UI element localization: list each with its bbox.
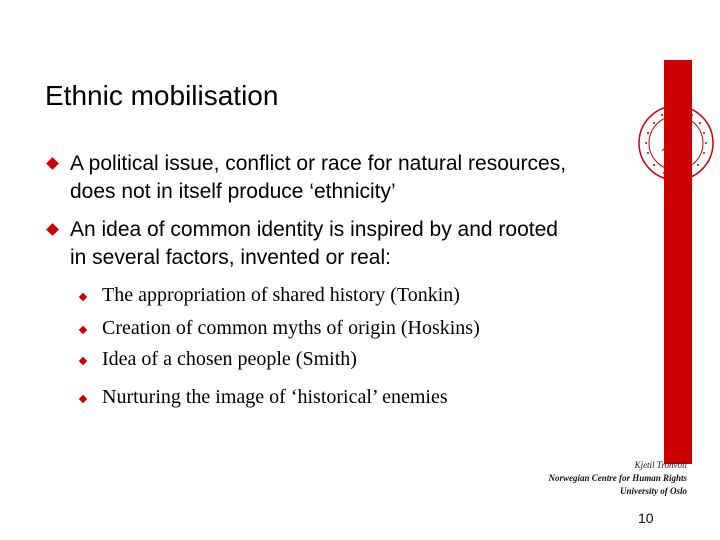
red-diamond-bullet-icon bbox=[79, 395, 87, 403]
author-name: Kjetil Tronvoll bbox=[634, 460, 687, 470]
red-diamond-bullet-icon bbox=[46, 223, 59, 236]
bullet-line: An idea of common identity is inspired by and rooted bbox=[70, 218, 558, 241]
sub-bullet-item: Nurturing the image of ‘historical’ enemies bbox=[102, 386, 448, 408]
institution-name: Norwegian Centre for Human Rights bbox=[548, 473, 687, 483]
author-credit bbox=[548, 459, 687, 498]
bullet-line: A political issue, conflict or race for natural resources, bbox=[70, 152, 567, 175]
bullet-item-2 bbox=[70, 216, 660, 272]
bullet-item-1 bbox=[70, 150, 660, 206]
red-diamond-bullet-icon bbox=[46, 157, 59, 170]
slide-title: Ethnic mobilisation bbox=[45, 80, 279, 111]
red-diamond-bullet-icon bbox=[79, 293, 87, 301]
bullet-line: does not in itself produce ‘ethnicity’ bbox=[70, 180, 396, 203]
red-diamond-bullet-icon bbox=[79, 326, 87, 334]
red-diamond-bullet-icon bbox=[79, 357, 87, 365]
sub-bullet-item: Creation of common myths of origin (Hoskins) bbox=[102, 317, 480, 339]
bullet-line: in several factors, invented or real: bbox=[70, 246, 391, 269]
sub-bullet-item: Idea of a chosen people (Smith) bbox=[102, 348, 357, 370]
page-number: 10 bbox=[638, 510, 654, 526]
university-name: University of Oslo bbox=[620, 486, 687, 496]
sub-bullet-item: The appropriation of shared history (Tonkin) bbox=[102, 284, 460, 306]
